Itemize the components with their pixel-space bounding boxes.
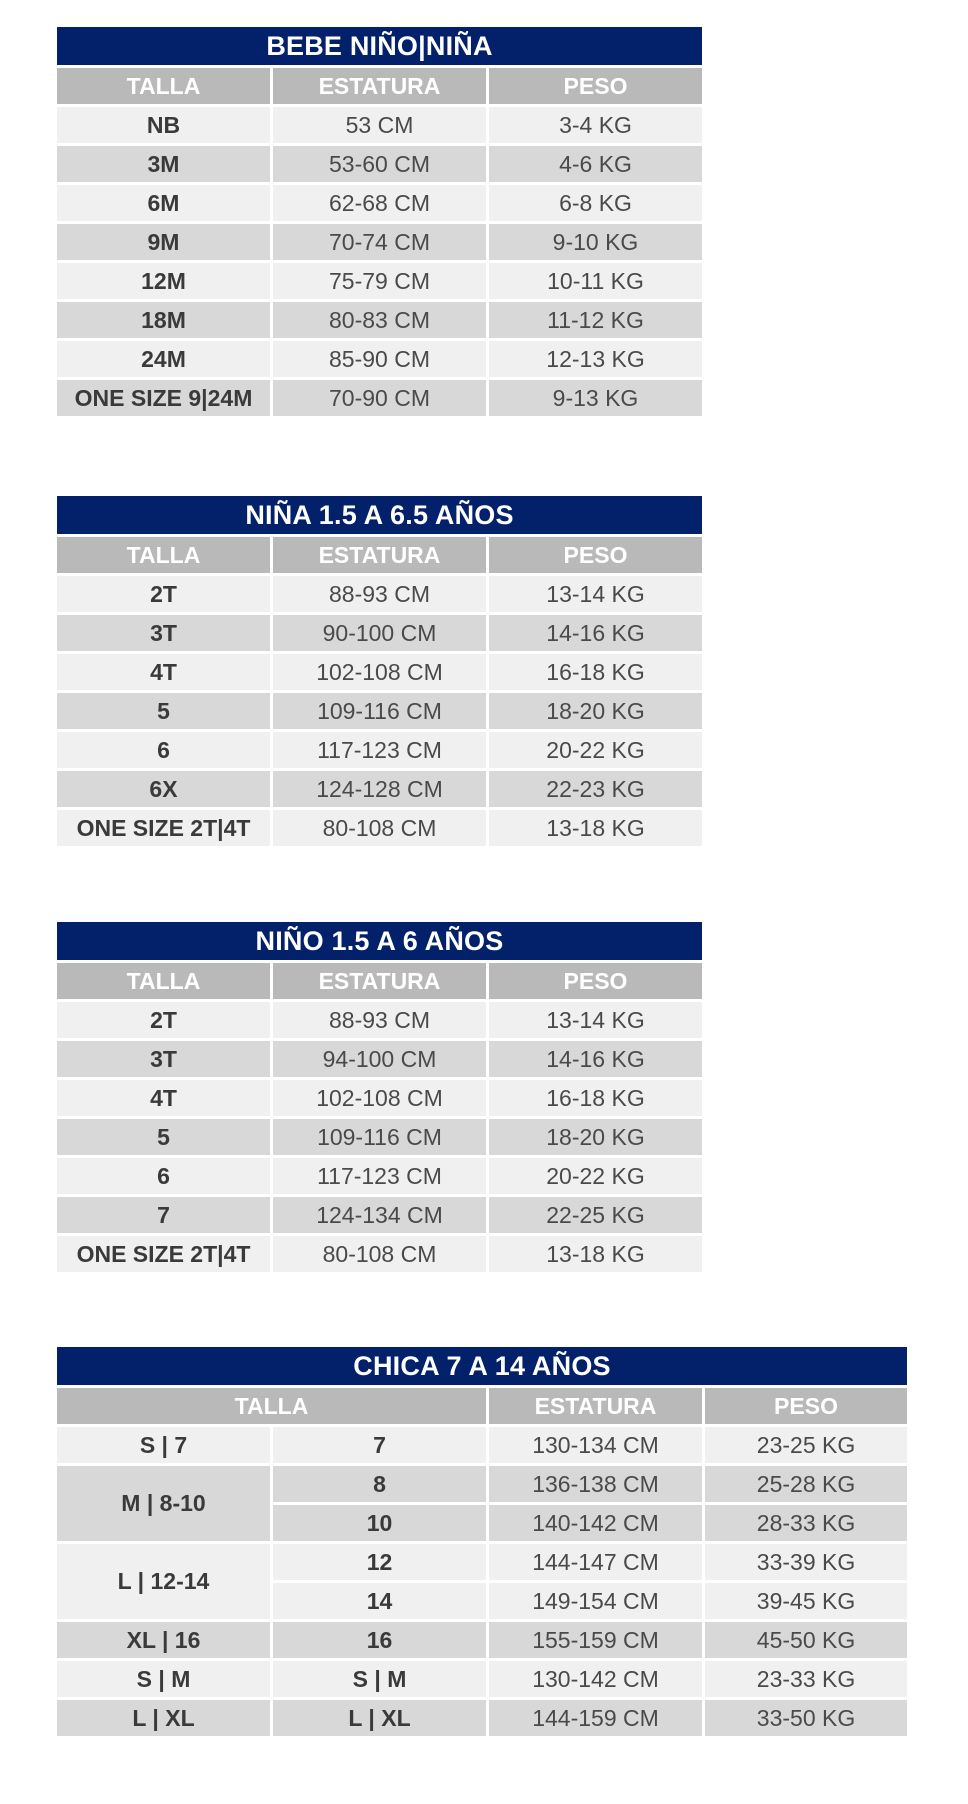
table-row	[56, 1465, 909, 1504]
header-estatura: ESTATURA	[272, 962, 488, 1001]
header-peso: PESO	[488, 962, 704, 1001]
table-row	[56, 340, 704, 379]
height-cell: 124-134 CM	[272, 1196, 488, 1235]
height-cell: 130-134 CM	[488, 1426, 704, 1465]
header-talla: TALLA	[56, 67, 272, 106]
header-estatura: ESTATURA	[272, 536, 488, 575]
size-cell: 4T	[56, 1079, 272, 1118]
size-cell: ONE SIZE 2T|4T	[56, 1235, 272, 1274]
weight-cell: 9-10 KG	[488, 223, 704, 262]
group-label-cell: L | 12-14	[56, 1543, 272, 1621]
height-cell: 75-79 CM	[272, 262, 488, 301]
weight-cell: 13-14 KG	[488, 1001, 704, 1040]
height-cell: 140-142 CM	[488, 1504, 704, 1543]
header-talla: TALLA	[56, 962, 272, 1001]
size-cell: 16	[272, 1621, 488, 1660]
table-row	[56, 106, 704, 145]
size-cell: 9M	[56, 223, 272, 262]
table-row	[56, 1079, 704, 1118]
weight-cell: 13-18 KG	[488, 809, 704, 848]
size-cell: L | XL	[272, 1699, 488, 1738]
table-row	[56, 301, 704, 340]
size-cell: 3M	[56, 145, 272, 184]
weight-cell: 3-4 KG	[488, 106, 704, 145]
size-cell: 3T	[56, 1040, 272, 1079]
height-cell: 70-74 CM	[272, 223, 488, 262]
group-label-cell: S | M	[56, 1660, 272, 1699]
weight-cell: 10-11 KG	[488, 262, 704, 301]
size-cell: 6M	[56, 184, 272, 223]
height-cell: 85-90 CM	[272, 340, 488, 379]
weight-cell: 23-33 KG	[704, 1660, 909, 1699]
height-cell: 130-142 CM	[488, 1660, 704, 1699]
size-cell: 24M	[56, 340, 272, 379]
table-row	[56, 614, 704, 653]
height-cell: 88-93 CM	[272, 575, 488, 614]
size-cell: NB	[56, 106, 272, 145]
weight-cell: 14-16 KG	[488, 614, 704, 653]
weight-cell: 13-14 KG	[488, 575, 704, 614]
size-cell: 2T	[56, 1001, 272, 1040]
table-row	[56, 731, 704, 770]
height-cell: 117-123 CM	[272, 731, 488, 770]
height-cell: 94-100 CM	[272, 1040, 488, 1079]
size-table-nina	[54, 493, 705, 849]
table-row	[56, 1196, 704, 1235]
header-peso: PESO	[704, 1387, 909, 1426]
weight-cell: 20-22 KG	[488, 1157, 704, 1196]
weight-cell: 28-33 KG	[704, 1504, 909, 1543]
size-cell: 6	[56, 731, 272, 770]
weight-cell: 22-25 KG	[488, 1196, 704, 1235]
weight-cell: 20-22 KG	[488, 731, 704, 770]
height-cell: 53 CM	[272, 106, 488, 145]
table-row	[56, 1621, 909, 1660]
size-table-bebe	[54, 24, 705, 419]
size-cell: 14	[272, 1582, 488, 1621]
height-cell: 117-123 CM	[272, 1157, 488, 1196]
height-cell: 102-108 CM	[272, 1079, 488, 1118]
header-peso: PESO	[488, 536, 704, 575]
table-title: CHICA 7 A 14 AÑOS	[56, 1346, 909, 1387]
height-cell: 149-154 CM	[488, 1582, 704, 1621]
height-cell: 124-128 CM	[272, 770, 488, 809]
size-cell: 7	[272, 1426, 488, 1465]
height-cell: 144-147 CM	[488, 1543, 704, 1582]
header-talla: TALLA	[56, 536, 272, 575]
height-cell: 109-116 CM	[272, 1118, 488, 1157]
header-talla: TALLA	[56, 1387, 488, 1426]
height-cell: 102-108 CM	[272, 653, 488, 692]
size-cell: 12M	[56, 262, 272, 301]
table-row	[56, 1001, 704, 1040]
height-cell: 155-159 CM	[488, 1621, 704, 1660]
table-title: NIÑO 1.5 A 6 AÑOS	[56, 921, 704, 962]
size-cell: 2T	[56, 575, 272, 614]
weight-cell: 6-8 KG	[488, 184, 704, 223]
table-row	[56, 1235, 704, 1274]
height-cell: 80-83 CM	[272, 301, 488, 340]
size-cell: 3T	[56, 614, 272, 653]
height-cell: 62-68 CM	[272, 184, 488, 223]
height-cell: 109-116 CM	[272, 692, 488, 731]
table-row	[56, 809, 704, 848]
weight-cell: 16-18 KG	[488, 653, 704, 692]
size-cell: 7	[56, 1196, 272, 1235]
table-row	[56, 1699, 909, 1738]
weight-cell: 45-50 KG	[704, 1621, 909, 1660]
header-estatura: ESTATURA	[488, 1387, 704, 1426]
weight-cell: 33-39 KG	[704, 1543, 909, 1582]
size-cell: 6X	[56, 770, 272, 809]
size-cell: S | M	[272, 1660, 488, 1699]
size-cell: 5	[56, 1118, 272, 1157]
weight-cell: 9-13 KG	[488, 379, 704, 418]
table-row	[56, 1660, 909, 1699]
group-label-cell: M | 8-10	[56, 1465, 272, 1543]
weight-cell: 25-28 KG	[704, 1465, 909, 1504]
table-row	[56, 770, 704, 809]
group-label-cell: S | 7	[56, 1426, 272, 1465]
table-row	[56, 184, 704, 223]
size-cell: 4T	[56, 653, 272, 692]
table-row	[56, 262, 704, 301]
group-label-cell: XL | 16	[56, 1621, 272, 1660]
table-row	[56, 1426, 909, 1465]
weight-cell: 18-20 KG	[488, 1118, 704, 1157]
table-row	[56, 653, 704, 692]
table-row	[56, 379, 704, 418]
weight-cell: 13-18 KG	[488, 1235, 704, 1274]
height-cell: 80-108 CM	[272, 809, 488, 848]
weight-cell: 4-6 KG	[488, 145, 704, 184]
table-row	[56, 223, 704, 262]
size-cell: 10	[272, 1504, 488, 1543]
size-cell: 5	[56, 692, 272, 731]
table-row	[56, 692, 704, 731]
weight-cell: 22-23 KG	[488, 770, 704, 809]
weight-cell: 14-16 KG	[488, 1040, 704, 1079]
table-title: NIÑA 1.5 A 6.5 AÑOS	[56, 495, 704, 536]
table-title: BEBE NIÑO|NIÑA	[56, 26, 704, 67]
table-row	[56, 575, 704, 614]
height-cell: 144-159 CM	[488, 1699, 704, 1738]
table-row	[56, 1040, 704, 1079]
table-row	[56, 1157, 704, 1196]
weight-cell: 16-18 KG	[488, 1079, 704, 1118]
weight-cell: 33-50 KG	[704, 1699, 909, 1738]
height-cell: 70-90 CM	[272, 379, 488, 418]
size-cell: ONE SIZE 2T|4T	[56, 809, 272, 848]
table-row	[56, 145, 704, 184]
height-cell: 53-60 CM	[272, 145, 488, 184]
size-table-nino	[54, 919, 705, 1275]
size-cell: 6	[56, 1157, 272, 1196]
size-cell: 18M	[56, 301, 272, 340]
height-cell: 88-93 CM	[272, 1001, 488, 1040]
weight-cell: 12-13 KG	[488, 340, 704, 379]
table-row	[56, 1543, 909, 1582]
height-cell: 136-138 CM	[488, 1465, 704, 1504]
weight-cell: 18-20 KG	[488, 692, 704, 731]
height-cell: 80-108 CM	[272, 1235, 488, 1274]
size-cell: ONE SIZE 9|24M	[56, 379, 272, 418]
group-label-cell: L | XL	[56, 1699, 272, 1738]
weight-cell: 23-25 KG	[704, 1426, 909, 1465]
size-cell: 8	[272, 1465, 488, 1504]
weight-cell: 39-45 KG	[704, 1582, 909, 1621]
height-cell: 90-100 CM	[272, 614, 488, 653]
header-estatura: ESTATURA	[272, 67, 488, 106]
size-table-chica	[54, 1344, 910, 1739]
header-peso: PESO	[488, 67, 704, 106]
table-row	[56, 1118, 704, 1157]
size-cell: 12	[272, 1543, 488, 1582]
weight-cell: 11-12 KG	[488, 301, 704, 340]
